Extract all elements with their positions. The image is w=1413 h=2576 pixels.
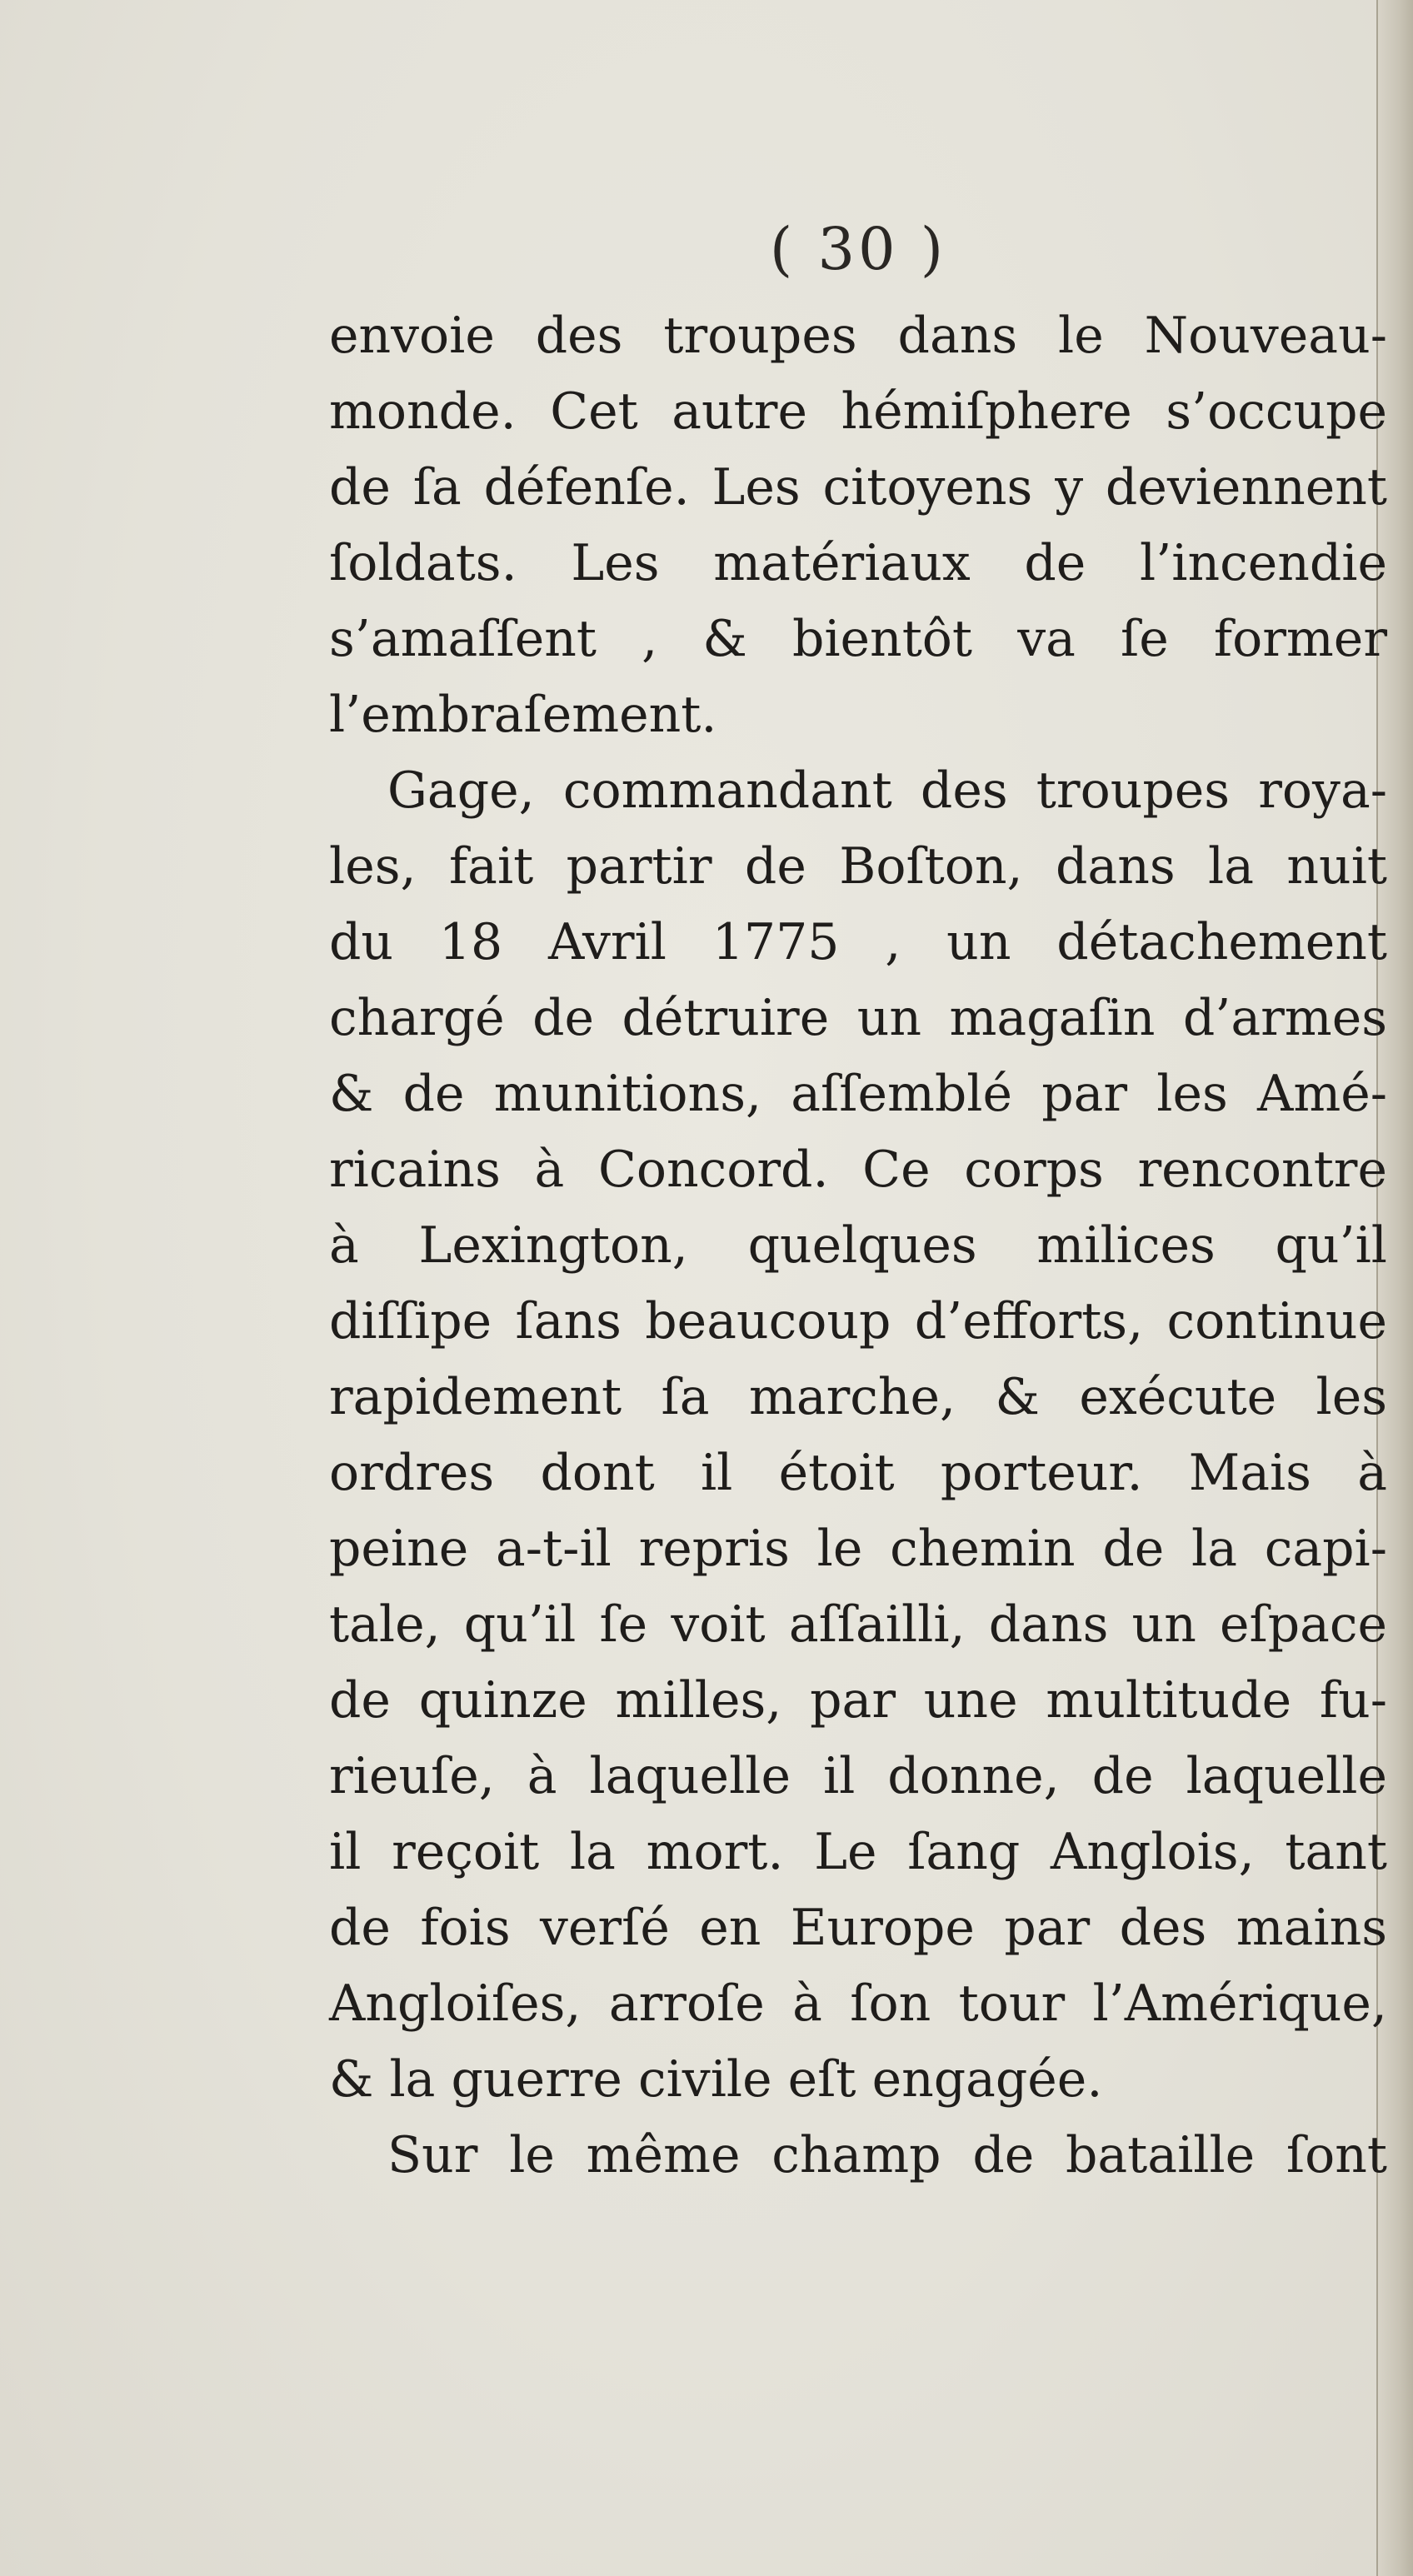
text-line: diſſipe ſans beaucoup d’efforts, continue (329, 1292, 1387, 1350)
text-line: tale, qu’il ſe voit aſſailli, dans un eſpace (329, 1595, 1387, 1654)
text-line: de ſa défenſe. Les citoyens y deviennent (329, 458, 1387, 517)
text-line: peine a-t-il repris le chemin de la capi- (329, 1520, 1387, 1578)
text-line: les, fait partir de Boſton, dans la nuit (329, 837, 1387, 896)
text-line: rapidement ſa marche, & exécute les (329, 1368, 1387, 1426)
text-line: ſoldats. Les matériaux de l’incendie (329, 534, 1387, 592)
text-line: du 18 Avril 1775 , un détachement (329, 913, 1387, 971)
text-line: de fois verſé en Europe par des mains (329, 1899, 1387, 1957)
text-line: & de munitions, aſſemblé par les Amé- (329, 1065, 1387, 1123)
text-line: chargé de détruire un magaſin d’armes (329, 989, 1387, 1047)
text-line: ricains à Concord. Ce corps rencontre (329, 1141, 1387, 1199)
body-text (329, 298, 1387, 2194)
text-line: rieuſe, à laquelle il donne, de laquelle (329, 1747, 1387, 1805)
text-line: ordres dont il étoit porteur. Mais à (329, 1444, 1387, 1502)
text-line: de quinze milles, par une multitude fu- (329, 1671, 1387, 1730)
text-line: l’embraſement. (329, 686, 717, 744)
text-line: & la guerre civile eſt engagée. (329, 2050, 1103, 2109)
paragraph-start-line: Sur le même champ de bataille ſont (387, 2126, 1387, 2184)
text-line: s’amaſſent , & bientôt va ſe former (329, 610, 1387, 668)
text-line: à Lexington, quelques milices qu’il (329, 1216, 1387, 1275)
text-line: il reçoit la mort. Le ſang Anglois, tant (329, 1823, 1387, 1881)
paragraph-start-line: Gage, commandant des troupes roya- (387, 761, 1387, 820)
text-line: Angloiſes, arroſe à ſon tour l’Amérique, (329, 1974, 1387, 2033)
text-line: envoie des troupes dans le Nouveau- (329, 307, 1387, 365)
page-number: ( 30 ) (769, 215, 947, 283)
text-line: monde. Cet autre hémiſphere s’occupe (329, 382, 1387, 441)
